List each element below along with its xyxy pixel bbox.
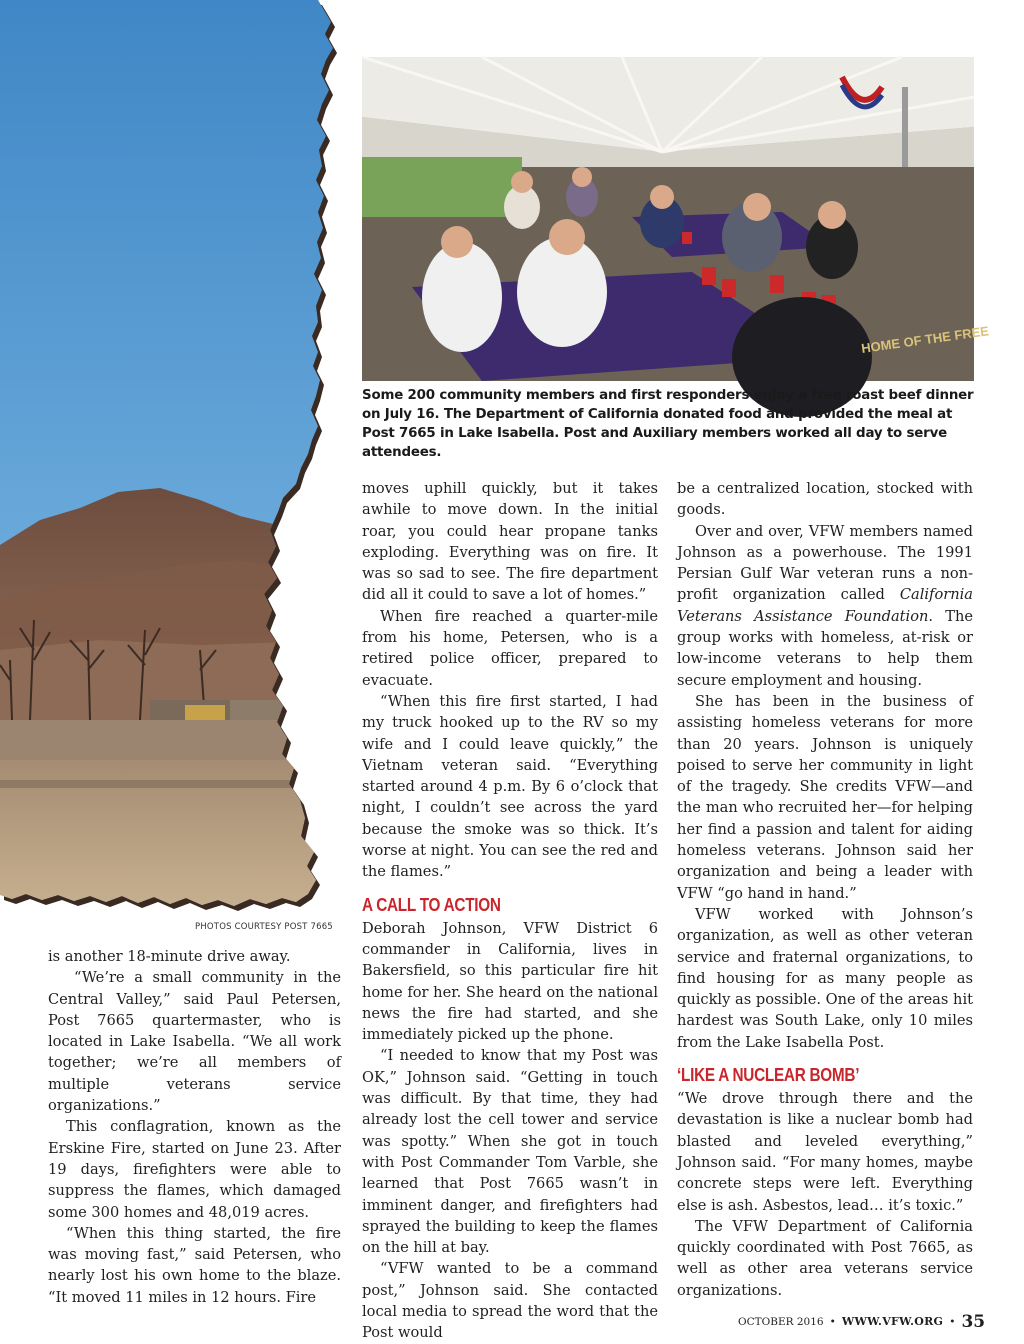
paragraph: “When this fire first started, I had my truck hooked up to the RV so my wife and I could leave quickly,” the Vietnam veteran said. “Everything started around 4 p.m. By 6 o’clock that night, I couldn’t see across the yard because the smoke was so thick. It’s worse at night. You can see the red and the flames.” (362, 692, 658, 881)
paragraph: moves uphill quickly, but it takes awhile to move down. In the initial roar, you could hear propane tanks exploding. Everything was on fire. It was so sad to see. The fire department did all it could to save a lot of homes.” (362, 480, 658, 604)
issue-date: OCTOBER 2016 (738, 1316, 824, 1328)
article-column-1 (48, 946, 341, 1308)
paragraph: She has been in the business of assisting homeless veterans for more than 20 years. Johnson is uniquely poised to serve her community in light of the tragedy. She credits VFW—and the man who recruited her—for helping her find a passion and talent for aiding homeless veterans. Johnson said her organization and being a leader with VFW “go hand in hand.” (677, 692, 973, 902)
paragraph-text: Over and over, VFW members named Johnson as a powerhouse. The 1991 Persian Gulf War veteran runs a non-profit organization called (677, 522, 973, 604)
separator-dot: • (829, 1316, 836, 1328)
paragraph (677, 521, 973, 691)
photo-credit: PHOTOS COURTESY POST 7665 (195, 922, 333, 932)
paragraph-text: . The group works with homeless, at-risk or low-income veterans to help them secure employment and housing. (677, 607, 973, 689)
paragraph: Deborah Johnson, VFW District 6 commander in California, lives in Bakersfield, so this particular fire hit home for her. She heard on the national news the fire had started, and she immediately picked up the phone. (362, 919, 658, 1044)
paragraph: “We drove through there and the devastation is like a nuclear bomb had blasted and leveled everything,” Johnson said. “For many homes, maybe concrete steps were left. Everything else is ash. Asbestos, lead… it’s toxic.” (677, 1090, 973, 1214)
burned-hillside-photo (0, 0, 350, 915)
tent-dinner-illustration (362, 57, 990, 381)
paragraph: VFW worked with Johnson’s organization, as well as other veteran service and fraternal organizations, to find housing for as many people as quickly as possible. One of the areas hit hardest was South Lake, only 10 miles from the Lake Isabella Post. (677, 905, 973, 1051)
paragraph: “When this thing started, the fire was moving fast,” said Petersen, who nearly lost his own home to the blaze. “It moved 11 miles in 12 hours. Fire (48, 1224, 341, 1306)
paragraph: is another 18-minute drive away. (48, 948, 291, 965)
paragraph: “I needed to know that my Post was OK,” Johnson said. “Getting in touch was difficult. By that time, they had already lost the cell tower and service was spotty.” When she got in touch with Post Commander Tom Varble, she learned that Post 7665 wasn’t in imminent danger, and firefighters had sprayed the building to keep the flames on the hill at bay. (362, 1047, 658, 1257)
paragraph: be a centralized location, stocked with goods. (677, 480, 973, 519)
paragraph: When fire reached a quarter-mile from his home, Petersen, who is a retired police officer, prepared to evacuate. (362, 607, 658, 689)
paragraph: This conflagration, known as the Erskine Fire, started on June 23. After 19 days, firefighters were able to suppress the flames, which damaged some 300 homes and 48,019 acres. (48, 1118, 341, 1221)
article-column-2 (362, 478, 658, 1344)
paragraph: “VFW wanted to be a command post,” Johnson said. She contacted local media to spread the word that the Post would (362, 1260, 658, 1342)
section-heading: ‘LIKE A NUCLEAR BOMB’ (677, 1065, 860, 1086)
article-column-3 (677, 478, 973, 1301)
separator-dot: • (949, 1316, 956, 1328)
page-number: 35 (961, 1312, 986, 1332)
paragraph: “We’re a small community in the Central Valley,” said Paul Petersen, Post 7665 quartermaster, who is located in Lake Isabella. “We all work together; we’re all members of multiple veterans service organizations.” (48, 969, 341, 1115)
paragraph: The VFW Department of California quickly coordinated with Post 7665, as well as other area veterans service organizations. (677, 1217, 973, 1299)
page-footer (738, 1312, 985, 1332)
website-url: WWW.VFW.ORG (841, 1315, 944, 1328)
shirt-text: HOME OF THE FREE (860, 323, 990, 356)
tent-dinner-photo (362, 57, 990, 381)
photo-caption: Some 200 community members and first responders enjoy a free roast beef dinner on July 16. The Department of California donated food and provided the meal at Post 7665 in Lake Isabella. Post and Auxiliary members worked all day to serve attendees. (362, 388, 974, 460)
section-heading: A CALL TO ACTION (362, 894, 501, 915)
organization-name: California Veterans Assistance Foundation (677, 586, 973, 625)
